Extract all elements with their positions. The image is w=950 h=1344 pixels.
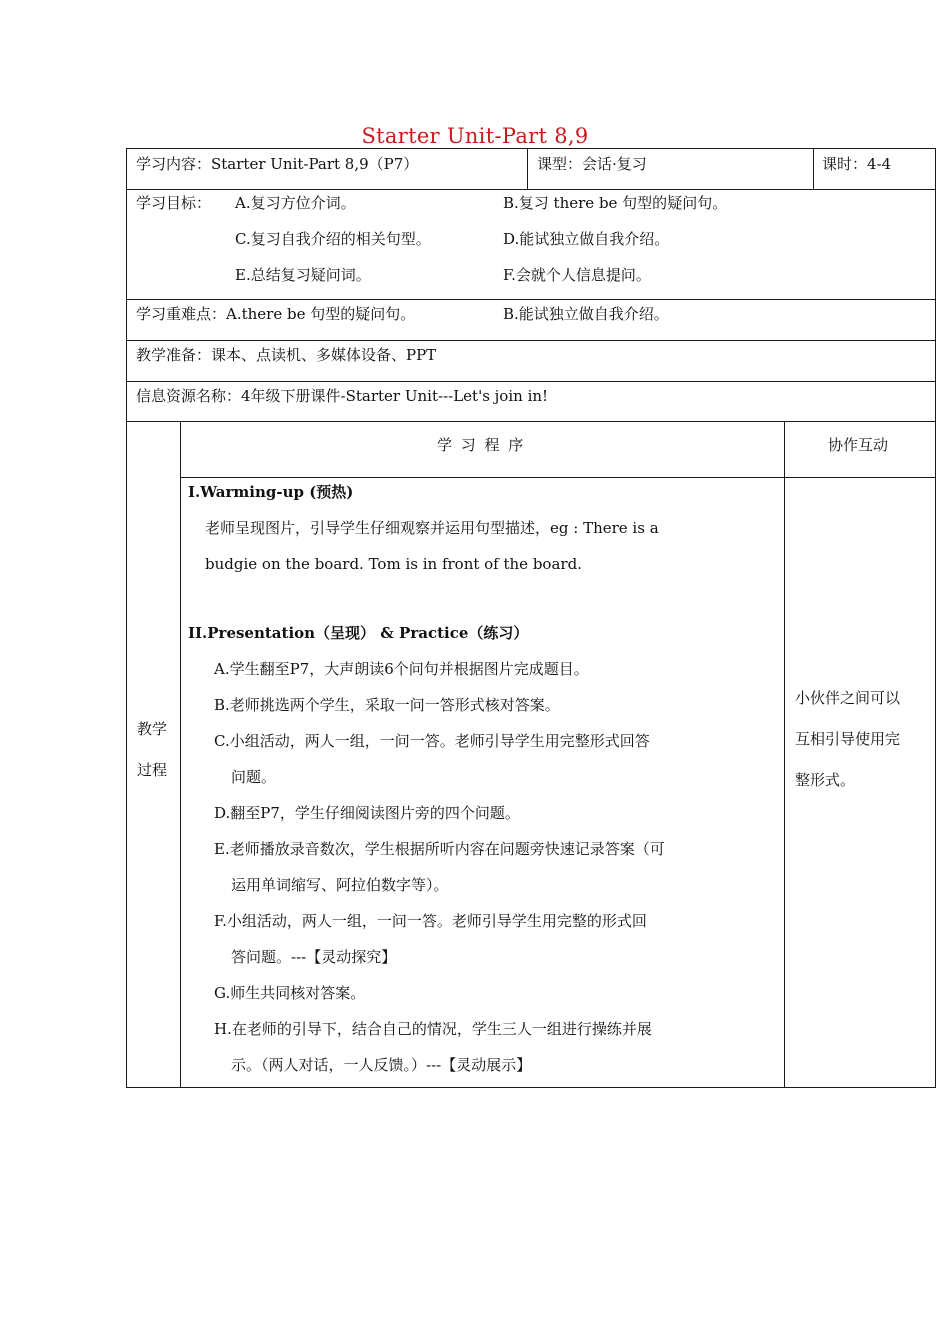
- warmup-line: budgie on the board. Tom is in front of the board.: [205, 555, 582, 573]
- table-rule: [180, 421, 181, 1088]
- objective-a: A.复习方位介词。: [235, 194, 356, 212]
- step-line: 示。（两人对话，一人反馈。）---【灵动展示】: [231, 1056, 532, 1074]
- resource-name: 信息资源名称：4年级下册课件-Starter Unit---Let's join in!: [136, 387, 549, 405]
- table-rule: [126, 299, 936, 300]
- table-rule: [935, 148, 936, 1088]
- table-rule: [126, 189, 936, 190]
- document-title: Starter Unit-Part 8,9: [361, 124, 589, 148]
- objective-b: B.复习 there be 句型的疑问句。: [503, 194, 728, 212]
- teaching-preparation: 教学准备：课本、点读机、多媒体设备、PPT: [136, 346, 437, 364]
- step-line: 运用单词缩写、阿拉伯数字等）。: [231, 876, 449, 894]
- process-side-label: 过程: [137, 761, 168, 779]
- process-side-label: 教学: [137, 720, 168, 738]
- learning-content: 学习内容：Starter Unit-Part 8,9（P7）: [136, 155, 419, 173]
- step-line: 答问题。---【灵动探究】: [231, 948, 397, 966]
- warmup-line: 老师呈现图片，引导学生仔细观察并运用句型描述，eg : There is a: [205, 519, 659, 537]
- collaboration-header: 协作互动: [828, 436, 889, 454]
- collaboration-note: 整形式。: [795, 771, 856, 789]
- table-rule: [126, 381, 936, 382]
- objective-f: F.会就个人信息提问。: [503, 266, 651, 284]
- step-line: H.在老师的引导下，结合自己的情况，学生三人一组进行操练并展: [214, 1020, 652, 1038]
- table-rule: [126, 421, 936, 422]
- step-line: C.小组活动，两人一组，一问一答。老师引导学生用完整形式回答: [214, 732, 650, 750]
- objective-c: C.复习自我介绍的相关句型。: [235, 230, 431, 248]
- step-line: A.学生翻至P7，大声朗读6个问句并根据图片完成题目。: [214, 660, 589, 678]
- key-points-a: 学习重难点：A.there be 句型的疑问句。: [136, 305, 416, 323]
- table-rule: [784, 421, 785, 1088]
- presentation-title: II.Presentation（呈现） & Practice（练习）: [188, 624, 529, 642]
- lesson-type: 课型：会话·复习: [537, 155, 647, 173]
- table-rule: [126, 340, 936, 341]
- step-line: G.师生共同核对答案。: [214, 984, 366, 1002]
- table-rule: [126, 148, 936, 149]
- step-line: D.翻至P7，学生仔细阅读图片旁的四个问题。: [214, 804, 520, 822]
- table-rule: [180, 477, 936, 478]
- table-rule: [813, 148, 814, 190]
- procedure-header: 学 习 程 序: [437, 436, 526, 454]
- table-rule: [527, 148, 528, 190]
- table-rule: [126, 148, 127, 1088]
- table-rule: [126, 1087, 936, 1088]
- collaboration-note: 互相引导使用完: [795, 730, 901, 748]
- warmup-title: I.Warming-up (预热): [188, 483, 354, 501]
- step-line: B.老师挑选两个学生，采取一问一答形式核对答案。: [214, 696, 560, 714]
- collaboration-note: 小伙伴之间可以: [795, 689, 901, 707]
- objective-e: E.总结复习疑问词。: [235, 266, 371, 284]
- objectives-label: 学习目标：: [136, 194, 212, 212]
- step-line: 问题。: [231, 768, 277, 786]
- step-line: E.老师播放录音数次，学生根据所听内容在问题旁快速记录答案（可: [214, 840, 665, 858]
- objective-d: D.能试独立做自我介绍。: [503, 230, 670, 248]
- lesson-period: 课时：4-4: [822, 155, 892, 173]
- step-line: F.小组活动，两人一组，一问一答。老师引导学生用完整的形式回: [214, 912, 647, 930]
- key-points-b: B.能试独立做自我介绍。: [503, 305, 669, 323]
